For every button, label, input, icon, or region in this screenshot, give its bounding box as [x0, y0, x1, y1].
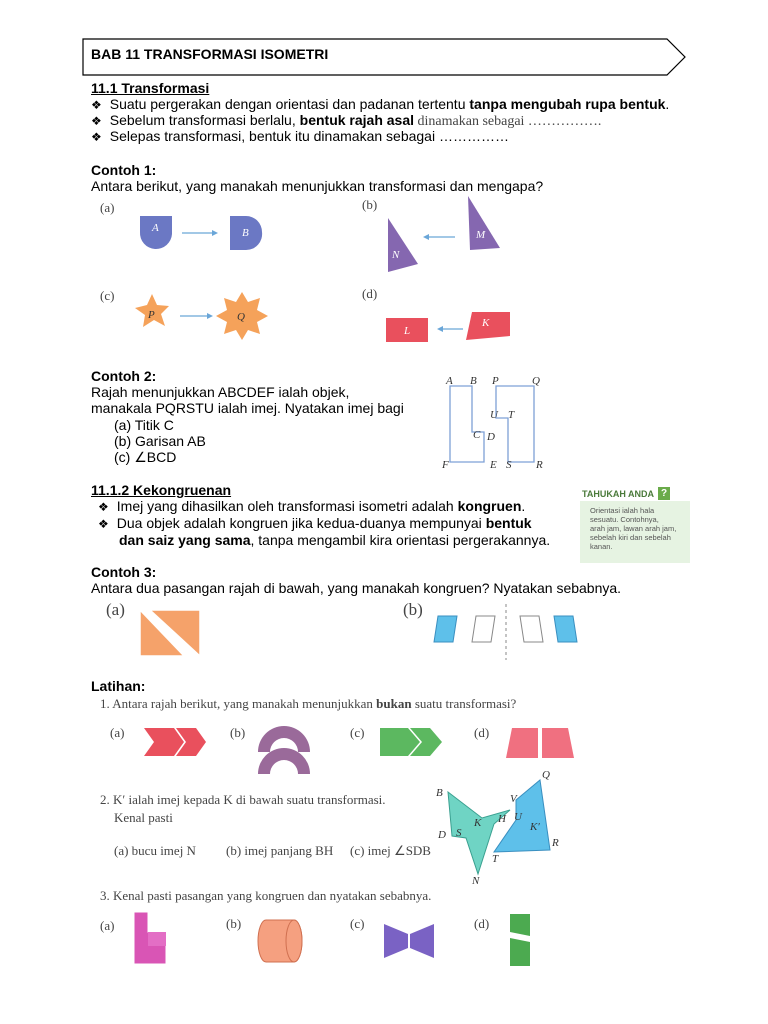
q2-line1: 2. K′ ialah imej kepada K di bawah suatu transformasi. — [100, 792, 386, 807]
svg-text:C: C — [473, 429, 481, 441]
q2-part-c: (c) imej ∠SDB — [350, 843, 431, 858]
diamond-bullet-icon: ❖ — [98, 517, 109, 531]
bullet-3: ❖ Selepas transformasi, bentuk itu dinamakan sebagai …………… — [91, 128, 509, 144]
svg-text:D: D — [438, 829, 446, 841]
q3-text: 3. Kenal pasti pasangan yang kongruen dan nyatakan sebabnya. — [100, 888, 432, 903]
q3-figures — [130, 906, 550, 976]
label-Q: Q — [237, 311, 245, 323]
tahukah-text: Orientasi ialah hala sesuatu. Contohnya, arah jam, lawan arah jam, sebelah kiri dan sebelah kanan. — [590, 506, 677, 551]
svg-text:B: B — [436, 787, 443, 799]
bullet-1: ❖ Suatu pergerakan dengan orientasi dan padanan tertentu tanpa mengubah rupa bentuk. — [91, 96, 670, 112]
label-B: B — [242, 227, 249, 239]
item-b: (b) Garisan AB — [114, 433, 206, 449]
example-2-line1: Rajah menunjukkan ABCDEF ialah objek, — [91, 384, 350, 400]
bullet-5-line2: dan saiz yang sama, tanpa mengambil kira orientasi pergerakannya. — [119, 532, 551, 548]
option-b-label: (b) — [362, 197, 378, 212]
svg-text:T: T — [508, 409, 515, 421]
q2-figure — [430, 766, 580, 890]
example-2-title: Contoh 2: — [91, 368, 157, 384]
tahukah-anda-box — [580, 487, 694, 565]
svg-text:K′: K′ — [530, 821, 540, 833]
q2-line2: Kenal pasti — [114, 810, 173, 825]
svg-text:Q: Q — [542, 769, 550, 781]
section-title: 11.1 Transformasi — [91, 80, 210, 96]
svg-text:B: B — [470, 375, 477, 387]
tahukah-title: TAHUKAH ANDA — [582, 489, 654, 499]
diamond-bullet-icon: ❖ — [91, 98, 102, 112]
svg-text:V: V — [510, 793, 517, 805]
label-M: M — [476, 229, 486, 241]
triangle-n — [388, 218, 418, 272]
svg-text:R: R — [536, 459, 543, 471]
svg-text:K: K — [474, 817, 482, 829]
q1-opt-c: (c) — [350, 725, 365, 740]
option-c-label: (c) — [100, 288, 115, 303]
exercise-title: Latihan: — [91, 678, 146, 694]
label-P: P — [148, 309, 155, 321]
diamond-bullet-icon: ❖ — [91, 130, 102, 144]
svg-text:S: S — [456, 827, 462, 839]
svg-text:U: U — [490, 409, 498, 421]
section-title-2: 11.1.2 Kekongruenan — [91, 482, 232, 498]
example-2-line2: manakala PQRSTU ialah imej. Nyatakan imej bagi — [91, 400, 404, 416]
example-3-title: Contoh 3: — [91, 564, 157, 580]
bullet-5: ❖ Dua objek adalah kongruen jika kedua-duanya mempunyai bentuk — [98, 515, 532, 531]
svg-text:R: R — [552, 837, 559, 849]
item-c: (c) ∠BCD — [114, 449, 177, 465]
example-3-figures — [130, 600, 590, 664]
example-1-question: Antara berikut, yang manakah menunjukkan transformasi dan mengapa? — [91, 178, 544, 194]
example-2-figure — [436, 372, 556, 476]
label-L: L — [404, 325, 411, 337]
q2-part-a: (a) bucu imej N — [114, 843, 196, 858]
bullet-4: ❖ Imej yang dihasilkan oleh transformasi isometri adalah kongruen. — [98, 498, 526, 514]
q1-opt-a: (a) — [110, 725, 125, 740]
q1-opt-b: (b) — [230, 725, 246, 740]
chapter-title: BAB 11 TRANSFORMASI ISOMETRI — [91, 46, 329, 62]
diamond-bullet-icon: ❖ — [91, 114, 102, 128]
svg-text:E: E — [490, 459, 497, 471]
q2-part-b: (b) imej panjang BH — [226, 843, 334, 858]
svg-text:A: A — [446, 375, 453, 387]
svg-text:F: F — [442, 459, 449, 471]
q1-opt-d: (d) — [474, 725, 490, 740]
q3-opt-b: (b) — [226, 916, 242, 931]
svg-text:P: P — [492, 375, 499, 387]
q1-text: 1. Antara rajah berikut, yang manakah menunjukkan bukan suatu transformasi? — [100, 696, 517, 711]
label-N: N — [392, 249, 400, 261]
svg-text:U: U — [514, 811, 522, 823]
triangle-m — [468, 196, 500, 250]
svg-text:D: D — [487, 431, 495, 443]
question-mark-icon: ? — [658, 487, 670, 500]
bullet-2: ❖ Sebelum transformasi berlalu, bentuk rajah asal dinamakan sebagai ……………. — [91, 112, 602, 129]
example-3-question: Antara dua pasangan rajah di bawah, yang manakah kongruen? Nyatakan sebabnya. — [91, 580, 622, 596]
example-1-figures — [130, 190, 550, 350]
option-d-label: (d) — [362, 286, 378, 301]
example-1-title: Contoh 1: — [91, 162, 157, 178]
item-a: (a) Titik C — [114, 417, 174, 433]
label-A: A — [152, 222, 159, 234]
diamond-bullet-icon: ❖ — [98, 500, 109, 514]
svg-text:T: T — [492, 853, 499, 865]
q3-opt-c: (c) — [350, 916, 365, 931]
option-a-label: (a) — [100, 200, 115, 215]
pair-a-label: (a) — [106, 600, 125, 619]
q3-opt-d: (d) — [474, 916, 490, 931]
svg-text:S: S — [506, 459, 512, 471]
label-K: K — [482, 317, 490, 329]
svg-text:N: N — [472, 875, 480, 887]
svg-text:Q: Q — [532, 375, 540, 387]
svg-text:H: H — [498, 813, 506, 825]
q3-opt-a: (a) — [100, 918, 115, 933]
pair-b-label: (b) — [403, 600, 423, 619]
